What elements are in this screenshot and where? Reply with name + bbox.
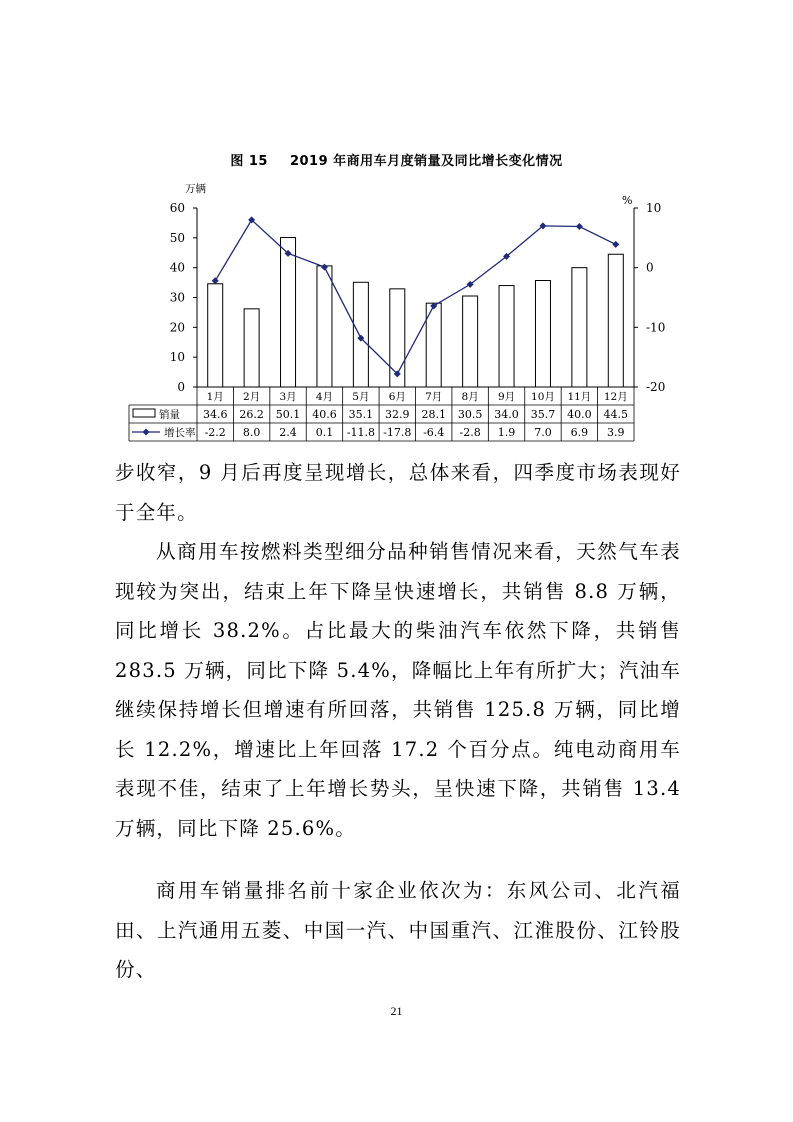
sales-value-label: 34.0: [494, 408, 519, 421]
left-tick-label: 40: [169, 260, 185, 275]
legend-bar-key: [133, 409, 155, 417]
paragraph-1: 步收窄，9 月后再度呈现增长，总体来看，四季度市场表现好于全年。: [115, 461, 681, 524]
growth-value-label: 7.0: [534, 426, 552, 439]
sales-value-label: 40.6: [312, 408, 337, 421]
bar: [281, 238, 296, 387]
bar: [535, 280, 550, 387]
bar: [244, 309, 259, 387]
legend-line-marker: [143, 429, 150, 436]
growth-value-label: 2.4: [279, 426, 297, 439]
figure-caption: 2019 年商用车月度销量及同比增长变化情况: [289, 154, 563, 169]
sales-value-label: 26.2: [239, 408, 264, 421]
sales-value-label: 30.5: [457, 408, 483, 421]
growth-value-label: -2.2: [204, 426, 226, 439]
growth-line: [215, 220, 616, 374]
legend-bar-label: 销量: [159, 409, 180, 421]
category-label: 11月: [567, 391, 592, 403]
left-tick-label: 10: [169, 350, 185, 365]
left-tick-label: 20: [169, 320, 185, 335]
growth-value-label: 8.0: [242, 426, 261, 439]
sales-value-label: 44.5: [603, 408, 629, 421]
growth-marker: [612, 241, 619, 248]
growth-value-label: -6.4: [423, 426, 445, 439]
right-tick-label: 0: [646, 260, 654, 275]
right-tick-label: 10: [646, 201, 662, 215]
sales-value-label: 28.1: [421, 408, 446, 421]
combo-chart: [0, 0, 793, 450]
sales-value-label: 35.7: [530, 408, 556, 421]
growth-value-label: -11.8: [346, 426, 375, 439]
bar: [499, 286, 514, 387]
category-label: 2月: [243, 391, 261, 403]
growth-value-label: -2.8: [459, 426, 481, 439]
sales-value-label: 40.0: [567, 408, 592, 421]
left-tick-label: 60: [169, 201, 185, 215]
paragraph-3: 商用车销量排名前十家企业依次为：东风公司、北汽福田、上汽通用五菱、中国一汽、中国重汽、江淮股份、江铃股份、: [115, 879, 681, 981]
growth-marker: [212, 277, 219, 284]
category-label: 8月: [461, 391, 479, 403]
right-unit-label: %: [622, 194, 633, 207]
left-tick-label: 50: [169, 230, 185, 245]
category-label: 5月: [352, 391, 370, 403]
growth-value-label: 0.1: [315, 426, 334, 439]
left-tick-label: 0: [177, 380, 185, 394]
category-label: 4月: [315, 391, 334, 403]
left-tick-label: 30: [169, 290, 185, 305]
category-label: 12月: [603, 391, 628, 403]
bar: [463, 296, 478, 387]
growth-marker: [576, 223, 583, 230]
right-tick-label: -20: [646, 380, 666, 394]
growth-value-label: 3.9: [607, 426, 625, 439]
bar: [208, 284, 223, 387]
sales-value-label: 32.9: [385, 408, 410, 421]
legend-line-label: 增长率: [164, 427, 196, 439]
category-label: 10月: [531, 391, 555, 403]
sales-value-label: 50.1: [275, 408, 301, 421]
bar: [572, 268, 587, 387]
category-label: 6月: [388, 391, 406, 403]
page-number: 21: [390, 1004, 403, 1018]
growth-value-label: -17.8: [383, 426, 412, 439]
category-label: 7月: [425, 391, 443, 403]
sales-value-label: 34.6: [202, 408, 228, 421]
right-tick-label: -10: [646, 320, 666, 335]
bar: [317, 266, 332, 387]
growth-value-label: 1.9: [497, 426, 516, 439]
figure-label: 图 15: [230, 154, 268, 169]
bar: [608, 254, 623, 387]
left-unit-label: 万辆: [185, 183, 206, 195]
category-label: 9月: [497, 391, 516, 403]
category-label: 3月: [279, 391, 297, 403]
growth-value-label: 6.9: [570, 426, 589, 439]
paragraph-2: 从商用车按燃料类型细分品种销售情况来看，天然气车表现较为突出，结束上年下降呈快速增长，共销售 8.8 万辆，同比增长 38.2%。占比最大的柴油汽车依然下降，共销售 283.5 万辆，同比下降 5.4%，降幅比上年有所扩大；汽油车继续保持增长但增速有所回落，共销售 125.8 万辆，同比增长 12.2%，增速比上年回落 17.2 个百分点。纯电动商用车表现不佳，结束了上年增长势头，呈快速下降，共销售 13.4 万辆，同比下降 25.6%。: [115, 540, 681, 840]
category-label: 1月: [206, 391, 224, 403]
sales-value-label: 35.1: [348, 408, 374, 421]
